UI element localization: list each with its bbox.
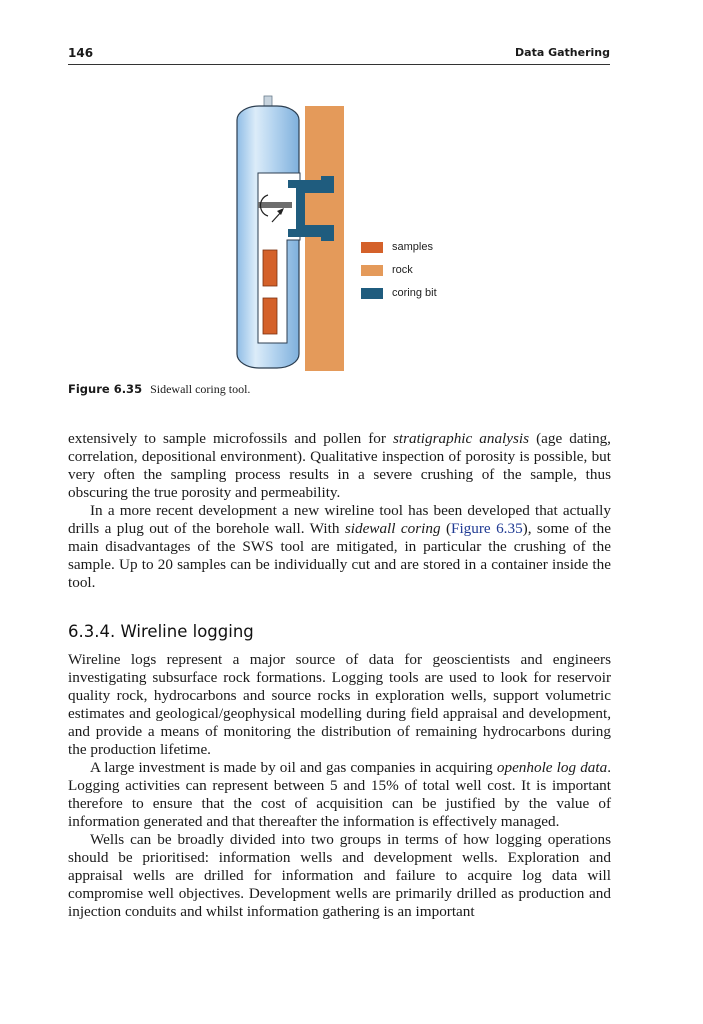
paragraph-3: Wireline logs represent a major source of data for geoscientists and engineers investigating subsurface rock formations. Logging tools are used to look for reservoir quality rock, hydrocarbons and source rocks in exploration wells, support volumetric estimates and geological/geophysical modelling during field appraisal and development, and provide a means of monitoring the distribution of remaining hydrocarbons during the production lifetime.: [68, 651, 611, 758]
figure-caption-text: Sidewall coring tool.: [150, 382, 251, 396]
body-text-upper: [68, 430, 611, 592]
legend-label-samples: samples: [392, 241, 433, 253]
page-number: 146: [68, 46, 94, 60]
term-stratigraphic-analysis: stratigraphic analysis: [392, 430, 530, 447]
legend-swatch-rock: [361, 265, 383, 276]
figure-caption: [68, 382, 610, 397]
body-text-lower: [68, 651, 611, 921]
running-head: Data Gathering: [515, 46, 610, 59]
sample-upper: [263, 250, 277, 286]
bit-shaft: [258, 202, 292, 208]
figure-caption-label: Figure 6.35: [68, 382, 143, 396]
paragraph-2: In a more recent development a new wireline tool has been developed that actually drills a plug out of the borehole wall. With sidewall coring (Figure 6.35), some of the main disadvantages of the SWS tool are mitigated, in particular the crushing of the sample. Up to 20 samples can be individually cut and are stored in a container inside the tool.: [68, 502, 612, 591]
legend-label-rock: rock: [392, 264, 413, 276]
legend-swatch-samples: [361, 242, 383, 253]
term-openhole-log-data: openhole log data: [496, 759, 608, 776]
sidewall-coring-figure: [0, 0, 703, 380]
paragraph-4: A large investment is made by oil and gas companies in acquiring openhole log data. Logging activities can represent between 5 and 15% of total well cost. It is important therefore to ensure that the cost of acquisition can be justified by the value of information generated and that thereafter the information is effectively managed.: [68, 759, 611, 830]
sidewall-coring-diagram: [0, 0, 703, 380]
legend-swatch-coring-bit: [361, 288, 383, 299]
sample-lower: [263, 298, 277, 334]
paragraph-1: extensively to sample microfossils and pollen for stratigraphic analysis (age dating, correlation, depositional environment). Qualitative inspection of porosity is possible, but very often the sampling process results in a severe crushing of the sample, thus obscuring the true porosity and permeability.: [68, 430, 611, 501]
figure-reference-link[interactable]: Figure 6.35: [451, 520, 523, 537]
legend-label-coring-bit: coring bit: [392, 287, 437, 299]
term-sidewall-coring: sidewall coring: [344, 520, 441, 537]
paragraph-5: Wells can be broadly divided into two groups in terms of how logging operations should be prioritised: information wells and development wells. Exploration and appraisal wells are drilled for information and failure to acquire log data will compromise well objectives. Development wells are primarily drilled as production and injection conduits and whilst information gathering is an important: [68, 831, 611, 920]
section-heading: 6.3.4. Wireline logging: [68, 622, 254, 641]
